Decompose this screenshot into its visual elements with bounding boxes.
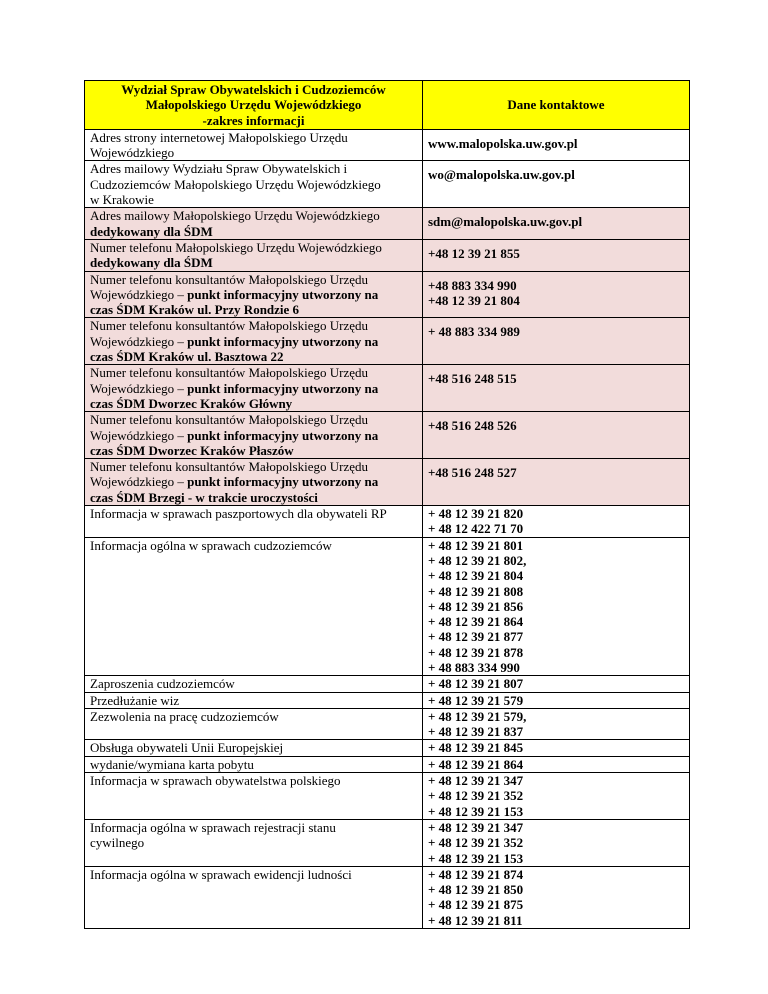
row-contact: [423, 756, 690, 772]
phone-number: + 48 883 334 989: [428, 324, 520, 340]
table-row: [85, 239, 690, 271]
label-line: [90, 334, 417, 349]
label-line: Informacja ogólna w sprawach rejestracji stanu: [90, 819, 336, 835]
row-contact: [423, 740, 690, 756]
header-scope-line: -zakres informacji: [202, 112, 305, 128]
phone-number: + 48 12 39 21 801: [428, 537, 524, 553]
table-row: [85, 506, 690, 538]
table-row: [85, 676, 690, 692]
label-bold-text: punkt informacyjny utworzony na: [187, 474, 379, 490]
label-line: Adres mailowy Wydziału Spraw Obywatelskich i: [90, 161, 348, 177]
table-row: [85, 271, 690, 318]
email-link[interactable]: sdm@malopolska.uw.gov.pl: [428, 214, 583, 230]
row-label: [85, 676, 423, 692]
phone-number: +48 516 248 526: [428, 418, 517, 434]
row-label: [85, 866, 423, 928]
label-line: czas ŚDM Kraków ul. Przy Rondzie 6: [90, 302, 300, 318]
phone-number: + 48 12 39 21 807: [428, 676, 524, 692]
label-text: Wojewódzkiego –: [90, 427, 188, 443]
phone-number: + 48 12 39 21 864: [428, 614, 524, 630]
row-label: [85, 161, 423, 208]
phone-number: + 48 12 39 21 579: [428, 692, 524, 708]
phone-number: + 48 12 39 21 850: [428, 882, 524, 898]
label-bold-text: punkt informacyjny utworzony na: [187, 380, 379, 396]
table-row: [85, 866, 690, 928]
table-header-row: [85, 81, 690, 130]
row-contact: [423, 318, 690, 365]
label-line: [90, 474, 417, 489]
label-bold-text: punkt informacyjny utworzony na: [187, 333, 379, 349]
label-line: Numer telefonu konsultantów Małopolskiego Urzędu: [90, 318, 368, 334]
phone-number: + 48 12 39 21 352: [428, 835, 524, 851]
phone-number: + 48 12 39 21 811: [428, 912, 523, 928]
table-row: [85, 773, 690, 820]
phone-number: + 48 12 39 21 845: [428, 740, 524, 756]
contact-table: [84, 80, 690, 929]
phone-number: + 48 12 39 21 856: [428, 598, 524, 614]
label-line: Numer telefonu konsultantów Małopolskiego Urzędu: [90, 365, 368, 381]
row-contact: [423, 365, 690, 412]
row-contact: [423, 537, 690, 676]
row-contact: [423, 208, 690, 240]
label-line: Numer telefonu konsultantów Małopolskiego Urzędu: [90, 459, 368, 475]
label-text: Wojewódzkiego –: [90, 474, 188, 490]
phone-number: + 48 12 39 21 820: [428, 506, 524, 522]
row-contact: [423, 819, 690, 866]
table-row: [85, 819, 690, 866]
table-row: [85, 365, 690, 412]
label-line: Informacja ogólna w sprawach ewidencji ludności: [90, 866, 352, 882]
row-label: [85, 459, 423, 506]
row-label: [85, 692, 423, 708]
label-bold-text: punkt informacyjny utworzony na: [187, 286, 379, 302]
row-contact: [423, 676, 690, 692]
website-link[interactable]: www.malopolska.uw.gov.pl: [428, 135, 578, 151]
row-contact: [423, 506, 690, 538]
row-label: [85, 708, 423, 740]
phone-number: +48 883 334 990: [428, 277, 517, 293]
row-label: [85, 239, 423, 271]
header-scope-line: Małopolskiego Urzędu Wojewódzkiego: [145, 97, 362, 113]
table-row: [85, 318, 690, 365]
label-line: Obsługa obywateli Unii Europejskiej: [90, 740, 284, 756]
row-label: [85, 208, 423, 240]
phone-number: + 48 12 39 21 802,: [428, 552, 527, 568]
table-row: [85, 537, 690, 676]
row-label: [85, 773, 423, 820]
label-line: Cudzoziemców Małopolskiego Urzędu Wojewódzkiego: [90, 176, 381, 192]
table-row: [85, 161, 690, 208]
phone-number: + 48 12 39 21 347: [428, 773, 524, 789]
row-contact: [423, 239, 690, 271]
label-line: wydanie/wymiana karta pobytu: [90, 756, 254, 772]
label-line: Wojewódzkiego: [90, 145, 175, 161]
phone-number: + 48 12 39 21 864: [428, 756, 524, 772]
label-line: [90, 287, 417, 302]
row-contact: [423, 459, 690, 506]
header-scope-line: Wydział Spraw Obywatelskich i Cudzoziemców: [121, 82, 386, 97]
row-label: [85, 271, 423, 318]
row-label: [85, 365, 423, 412]
label-line: Zezwolenia na pracę cudzoziemców: [90, 708, 279, 724]
table-row: [85, 708, 690, 740]
label-line: Numer telefonu Małopolskiego Urzędu Wojewódzkiego: [90, 239, 382, 255]
phone-number: + 48 12 39 21 153: [428, 803, 524, 819]
label-line: Numer telefonu konsultantów Małopolskiego Urzędu: [90, 412, 368, 428]
label-line: dedykowany dla ŚDM: [90, 255, 213, 271]
label-line: czas ŚDM Brzegi - w trakcie uroczystości: [90, 489, 318, 505]
email-link[interactable]: wo@malopolska.uw.gov.pl: [428, 167, 575, 183]
label-text: Wojewódzkiego –: [90, 333, 188, 349]
phone-number: +48 12 39 21 855: [428, 245, 520, 261]
label-line: [90, 428, 417, 443]
row-contact: [423, 412, 690, 459]
phone-number: + 48 12 39 21 874: [428, 866, 524, 882]
row-contact: [423, 271, 690, 318]
label-line: Adres strony internetowej Małopolskiego Urzędu: [90, 129, 348, 145]
label-line: Adres mailowy Małopolskiego Urzędu Wojewódzkiego: [90, 208, 380, 224]
row-contact: [423, 866, 690, 928]
phone-number: +48 516 248 527: [428, 465, 517, 481]
table-row: [85, 692, 690, 708]
row-label: [85, 819, 423, 866]
phone-number: + 48 12 39 21 808: [428, 583, 524, 599]
header-contact: Dane kontaktowe: [423, 81, 690, 130]
header-scope: [85, 81, 423, 130]
phone-number: + 48 12 39 21 875: [428, 897, 524, 913]
phone-number: + 48 12 39 21 347: [428, 819, 524, 835]
phone-number: +48 516 248 515: [428, 371, 517, 387]
phone-number: + 48 12 39 21 153: [428, 850, 524, 866]
row-label: [85, 318, 423, 365]
phone-number: + 48 12 39 21 877: [428, 629, 524, 645]
label-line: czas ŚDM Kraków ul. Basztowa 22: [90, 349, 284, 365]
label-line: Zaproszenia cudzoziemców: [90, 676, 235, 692]
row-contact: [423, 129, 690, 161]
label-line: Przedłużanie wiz: [90, 692, 180, 708]
row-contact: [423, 161, 690, 208]
table-row: [85, 459, 690, 506]
phone-number: +48 12 39 21 804: [428, 292, 520, 308]
table-row: [85, 756, 690, 772]
phone-number: + 48 12 422 71 70: [428, 521, 524, 537]
row-label: [85, 756, 423, 772]
row-contact: [423, 708, 690, 740]
row-label: [85, 412, 423, 459]
label-line: w Krakowie: [90, 192, 154, 208]
row-contact: [423, 773, 690, 820]
phone-number: + 48 12 39 21 352: [428, 788, 524, 804]
label-line: Numer telefonu konsultantów Małopolskiego Urzędu: [90, 271, 368, 287]
table-row: [85, 740, 690, 756]
label-line: Informacja ogólna w sprawach cudzoziemców: [90, 537, 332, 553]
phone-number: + 48 12 39 21 579,: [428, 708, 527, 724]
table-row: [85, 208, 690, 240]
phone-number: + 48 883 334 990: [428, 659, 520, 675]
label-bold-text: punkt informacyjny utworzony na: [187, 427, 379, 443]
phone-number: + 48 12 39 21 837: [428, 724, 524, 740]
phone-number: + 48 12 39 21 804: [428, 568, 524, 584]
label-line: czas ŚDM Dworzec Kraków Główny: [90, 395, 293, 411]
label-text: Wojewódzkiego –: [90, 380, 188, 396]
row-label: [85, 740, 423, 756]
row-contact: [423, 692, 690, 708]
label-line: czas ŚDM Dworzec Kraków Płaszów: [90, 442, 294, 458]
row-label: [85, 506, 423, 538]
label-line: Informacja w sprawach obywatelstwa polskiego: [90, 773, 341, 789]
table-row: [85, 412, 690, 459]
row-label: [85, 537, 423, 676]
phone-number: + 48 12 39 21 878: [428, 644, 524, 660]
table-row: [85, 129, 690, 161]
label-line: [90, 381, 417, 396]
label-text: Wojewódzkiego –: [90, 286, 188, 302]
row-label: [85, 129, 423, 161]
label-line: cywilnego: [90, 835, 145, 851]
label-line: Informacja w sprawach paszportowych dla obywateli RP: [90, 506, 387, 522]
label-line: dedykowany dla ŚDM: [90, 223, 213, 239]
